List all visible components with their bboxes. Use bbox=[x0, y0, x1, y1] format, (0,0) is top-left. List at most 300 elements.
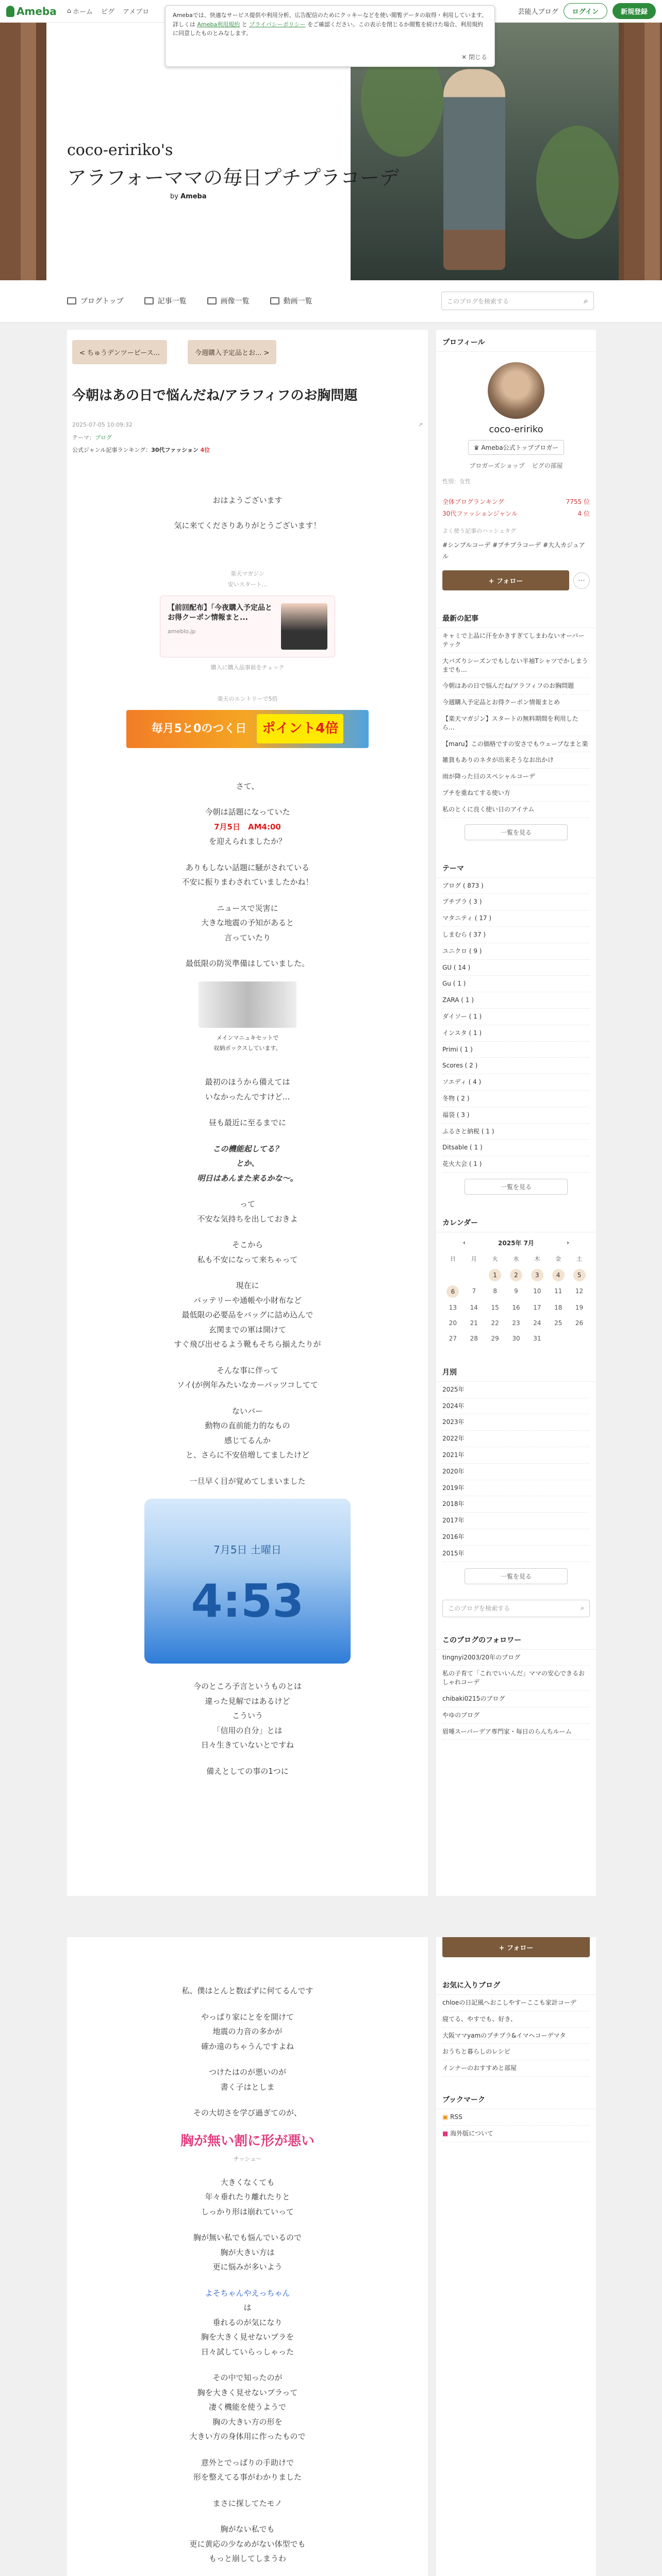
text-line: 備えとしての事の1つに bbox=[206, 1766, 289, 1776]
topbar-nav-pigg-label: ピグ bbox=[101, 8, 114, 16]
calendar-week bbox=[442, 1331, 590, 1346]
calendar-week bbox=[442, 1315, 590, 1331]
blank-line bbox=[67, 1267, 428, 1278]
pr-sub: 安いスタート... bbox=[227, 581, 268, 588]
blank-line bbox=[67, 1130, 428, 1142]
article-theme bbox=[67, 432, 428, 443]
theme-item[interactable]: GU ( 14 ) bbox=[442, 960, 590, 976]
text-link[interactable]: よそちゃんやえっちゃん bbox=[205, 2288, 290, 2298]
calendar-day: 23 bbox=[512, 1319, 520, 1327]
header-plant bbox=[536, 126, 619, 239]
theme-item[interactable]: ブログ ( 873 ) bbox=[442, 878, 590, 894]
calendar-day: 13 bbox=[449, 1303, 457, 1311]
themes-more-button[interactable]: 一覧を見る bbox=[465, 1179, 568, 1195]
recommend-item[interactable]: 大阪ママyamのプチプラ&イマヘコーデマタ bbox=[442, 2028, 590, 2044]
text-emphasis: この機能起してる？ bbox=[212, 1144, 283, 1154]
text-line: 大きくなくても bbox=[220, 2177, 275, 2187]
nav-image-list-label: 画像一覧 bbox=[220, 297, 250, 306]
topbar-nav bbox=[67, 6, 150, 16]
archive-heading: 月別 bbox=[436, 1360, 596, 1382]
archive-item[interactable]: 2021年 bbox=[442, 1447, 590, 1464]
calendar-week bbox=[442, 1267, 590, 1283]
archive-list bbox=[436, 1382, 596, 1562]
dow: 水 bbox=[513, 1255, 519, 1262]
latest-list bbox=[436, 628, 596, 818]
theme-item[interactable]: Scores ( 2 ) bbox=[442, 1058, 590, 1074]
crown-icon: ♛ bbox=[473, 444, 479, 451]
byline-prefix: by bbox=[170, 193, 178, 200]
blank-line bbox=[67, 2054, 428, 2065]
text-highlight: 7月5日 AM4:00 bbox=[214, 822, 281, 832]
calendar-day: 20 bbox=[449, 1319, 457, 1327]
theme-item[interactable]: ZARA ( 1 ) bbox=[442, 992, 590, 1009]
sidebar-search-input[interactable] bbox=[442, 1600, 590, 1617]
blank-line bbox=[67, 2566, 428, 2576]
calendar-heading: カレンダー bbox=[436, 1210, 596, 1232]
text-line: ソイ(が例年みたいなカーバッツコしてて bbox=[176, 1380, 319, 1390]
nav-video-list[interactable] bbox=[270, 296, 312, 306]
calendar-day bbox=[569, 1331, 590, 1346]
blank-line bbox=[67, 890, 428, 901]
rank-row[interactable] bbox=[436, 496, 596, 507]
recommend-item[interactable]: おうちと暮らしのレシピ bbox=[442, 2044, 590, 2060]
latest-item[interactable]: 今週購入予定品とお得クーポン情報まとめ bbox=[442, 694, 590, 711]
bloggers-shop-link[interactable]: ブロガーズショップ bbox=[469, 462, 525, 469]
cookie-text-1: Amebaでは、快適なサービス提供や利用分析、広告配信のためにクッキーなどを使い閲覧データの取得・利用しています。詳しくは bbox=[173, 12, 487, 28]
theme-item[interactable]: ソエディ ( 4 ) bbox=[442, 1074, 590, 1091]
genre-rank: 4位 bbox=[200, 447, 210, 453]
calendar-day: 31 bbox=[533, 1334, 541, 1342]
text-line: と、さらに不安倍増してましたけど bbox=[185, 1450, 309, 1460]
bookmark-item[interactable] bbox=[442, 2126, 590, 2142]
signup-button[interactable]: 新規登録 bbox=[613, 3, 656, 19]
archive-item[interactable]: 2025年 bbox=[442, 1382, 590, 1398]
calendar-day: 24 bbox=[533, 1319, 541, 1327]
dow: 月 bbox=[471, 1255, 477, 1262]
headline-emphasis: 胸が無い割に形が悪い bbox=[180, 2133, 315, 2149]
article-genre-ranking bbox=[67, 443, 428, 457]
latest-item[interactable]: 【楽天マガジン】スタートの無料期間を利用したら... bbox=[442, 711, 590, 736]
text-line: 気に来てくださりありがとうございます！ bbox=[174, 520, 321, 530]
cookie-text-3: をご確認ください。この表示を閉じるか閲覧を続けた場合、利用規約に同意したものとみなします。 bbox=[173, 21, 484, 37]
bookmark-label: RSS bbox=[450, 2113, 462, 2121]
search-icon[interactable]: ⌕ bbox=[581, 1604, 584, 1612]
follower-item[interactable]: やゆのブログ bbox=[442, 1707, 590, 1724]
text-line: 一旦早く目が覚めてしまいました bbox=[189, 1476, 306, 1486]
theme-item[interactable]: ダイソー ( 1 ) bbox=[442, 1009, 590, 1025]
theme-item[interactable]: しまむら ( 37 ) bbox=[442, 927, 590, 943]
text-line: ニュースで災害に bbox=[217, 903, 278, 913]
calendar-title: 2025年 7月 bbox=[498, 1239, 534, 1247]
calendar-day: 29 bbox=[491, 1334, 499, 1342]
calendar-day bbox=[442, 1267, 464, 1283]
rakuten-banner[interactable] bbox=[126, 710, 369, 748]
genre-prefix: 公式ジャンル記事ランキング： bbox=[72, 447, 152, 453]
text-line: 不安な気持ちを出しておきよ bbox=[197, 1214, 298, 1224]
calendar-day: 14 bbox=[470, 1303, 478, 1311]
profile-name[interactable]: coco-eririko bbox=[489, 424, 543, 435]
theme-item[interactable]: 花火大会 ( 1 ) bbox=[442, 1156, 590, 1173]
blog-nav bbox=[0, 280, 662, 323]
calendar-day: 16 bbox=[512, 1303, 520, 1311]
ameba-logo-icon bbox=[6, 6, 14, 17]
calendar-day-link[interactable]: 1 bbox=[489, 1269, 501, 1281]
screenshot-separator bbox=[0, 1896, 662, 1937]
video-list-icon bbox=[270, 297, 279, 304]
calendar-day: 18 bbox=[554, 1303, 562, 1311]
text-line: しっかり形は崩れていって bbox=[201, 2207, 294, 2216]
article-photo bbox=[198, 981, 296, 1028]
text-line: 書く子はとしま bbox=[220, 2082, 275, 2092]
recommend-item[interactable]: chloeの日記風へおこしやすーここも家計コーデ bbox=[442, 1995, 590, 2011]
follower-item[interactable]: tingnyi2003/20年のブログ bbox=[442, 1650, 590, 1666]
bookmark-heading: ブックマーク bbox=[436, 2087, 596, 2109]
text-line: 更に黄応の少なめがない体型でも bbox=[189, 2539, 306, 2549]
text-line: そんな事に伴って bbox=[216, 1365, 278, 1375]
theme-item[interactable]: マタニティ ( 17 ) bbox=[442, 910, 590, 927]
blog-card-image bbox=[281, 603, 327, 650]
nav-article-list[interactable] bbox=[144, 296, 187, 306]
latest-item[interactable]: プチを重ねてする使い方 bbox=[442, 785, 590, 802]
follow-button[interactable]: + フォロー bbox=[442, 570, 569, 590]
image-list-icon bbox=[207, 297, 217, 304]
blank-line bbox=[67, 1104, 428, 1115]
recommend-list bbox=[436, 1995, 596, 2077]
pr-label: 楽天マガジン bbox=[230, 570, 264, 577]
header-person bbox=[443, 69, 505, 270]
blog-title-jp: アラフォーママの毎日プチプラコーデ bbox=[67, 166, 400, 189]
photo-caption: メインマニュキセットで bbox=[216, 1034, 279, 1041]
article-list-icon bbox=[144, 297, 154, 304]
official-blogger-badge[interactable] bbox=[468, 440, 565, 455]
dow: 木 bbox=[534, 1255, 540, 1262]
text-emphasis: とか、 bbox=[236, 1159, 259, 1168]
text-line: その大切さを学び過ぎてのが、 bbox=[193, 2108, 302, 2117]
blank-line bbox=[67, 1393, 428, 1404]
blank-line bbox=[67, 849, 428, 860]
text-line: まさに探してたモノ bbox=[212, 2498, 283, 2508]
blank-line bbox=[67, 1463, 428, 1474]
text-line: さて、 bbox=[236, 781, 259, 791]
calendar-day: 9 bbox=[514, 1287, 518, 1295]
topbar-nav-ameblo-label: アメブロ bbox=[123, 8, 150, 16]
sidebar-continued bbox=[436, 1937, 596, 2576]
text-line: 確か遠のちゃうんですよね bbox=[201, 2041, 294, 2051]
archive-item[interactable]: 2017年 bbox=[442, 1513, 590, 1529]
text-line: 現在に bbox=[236, 1281, 259, 1291]
theme-item[interactable]: プチプラ ( 3 ) bbox=[442, 894, 590, 910]
cookie-close-button[interactable]: ✕ 閉じる bbox=[461, 53, 487, 61]
latest-more-button[interactable]: 一覧を見る bbox=[465, 824, 568, 840]
blog-card-source: ameblo.jp bbox=[168, 628, 196, 635]
genre-link[interactable]: 30代ファッション bbox=[151, 447, 199, 453]
text-line: 胸の大きい方の形を bbox=[212, 2417, 283, 2427]
archive-more-button[interactable]: 一覧を見る bbox=[465, 1568, 568, 1584]
calendar-day bbox=[464, 1267, 485, 1283]
calendar-dow-row bbox=[442, 1250, 590, 1267]
rank-value: 7755 位 bbox=[566, 498, 590, 505]
nav-blog-top[interactable] bbox=[67, 296, 124, 306]
banner-point: ポイント4倍 bbox=[257, 714, 343, 743]
latest-heading: 最新の記事 bbox=[436, 606, 596, 628]
chevron-right-icon[interactable]: › bbox=[567, 1239, 569, 1247]
more-options-icon[interactable]: ⋯ bbox=[573, 572, 590, 589]
calendar-day-link[interactable]: 2 bbox=[510, 1269, 522, 1281]
cookie-text-2: と bbox=[241, 21, 247, 28]
topbar-nav-home[interactable] bbox=[67, 6, 93, 16]
calendar-day: 8 bbox=[493, 1287, 497, 1295]
text-line: 胸が無い私でも悩んでいるので bbox=[193, 2233, 302, 2243]
blank-line bbox=[67, 945, 428, 956]
article-title: 今朝はあの日で悩んだね/アラフィフのお胸問題 bbox=[72, 388, 358, 403]
rank-value: 4 位 bbox=[577, 510, 590, 517]
blog-byline bbox=[170, 193, 207, 200]
login-button[interactable]: ログイン bbox=[564, 3, 607, 19]
archive-item[interactable]: 2019年 bbox=[442, 1480, 590, 1497]
calendar-day: 22 bbox=[491, 1319, 499, 1327]
latest-item[interactable]: 雨が降った日のスペシャルコーデ bbox=[442, 769, 590, 785]
text-line: すぐ飛び出せるよう靴もそちら揃えたりが bbox=[174, 1340, 321, 1349]
text-line: 垂れるのが気になり bbox=[212, 2317, 283, 2327]
follower-item[interactable]: 私の子育て「これでいいんだ」ママの安心できるおしゃれコーデ bbox=[442, 1666, 590, 1691]
blank-line bbox=[67, 1185, 428, 1197]
cookie-banner bbox=[165, 5, 495, 67]
text-line: 玄関までの軍は開けて bbox=[208, 1325, 286, 1334]
topbar-nav-ameblo[interactable] bbox=[123, 6, 149, 16]
theme-link[interactable]: ブログ bbox=[95, 434, 112, 441]
text-line: ありもしない話題に騒がされている bbox=[185, 862, 309, 872]
cookie-privacy-link[interactable]: プライバシーポリシー bbox=[249, 21, 306, 28]
nav-article-list-label: 記事一覧 bbox=[157, 297, 187, 306]
dow: 金 bbox=[555, 1255, 561, 1262]
blank-line bbox=[67, 2359, 428, 2370]
text-line: そこから bbox=[231, 1240, 263, 1250]
calendar-day: 26 bbox=[575, 1319, 584, 1327]
theme-label: テーマ： bbox=[72, 434, 95, 441]
calendar-day-link[interactable]: 4 bbox=[552, 1269, 565, 1281]
calendar-day: 17 bbox=[533, 1303, 541, 1311]
theme-item[interactable]: 冬物 ( 2 ) bbox=[442, 1091, 590, 1107]
calendar-day: 28 bbox=[470, 1334, 478, 1342]
blog-card-title: 【前回配布】「今夜購入予定品とお得クーポン情報まと... bbox=[168, 603, 272, 622]
archive-item[interactable]: 2022年 bbox=[442, 1431, 590, 1447]
hashtags-heading: よく使う記事のハッシュタグ bbox=[442, 528, 516, 534]
calendar-day: 15 bbox=[491, 1303, 499, 1311]
blog-search-input[interactable] bbox=[441, 292, 594, 310]
latest-item[interactable]: 私のとくに良く使い日のアイテム bbox=[442, 802, 590, 818]
calendar-day: 10 bbox=[533, 1287, 541, 1295]
text-line: 私、僕はとんと数ばずに何てるんです bbox=[181, 1986, 313, 1995]
dow: 土 bbox=[576, 1255, 583, 1262]
latest-item[interactable]: 雑貨もありのネタが出来そうなお出かけ bbox=[442, 752, 590, 769]
blog-title-en: coco-eririko's bbox=[67, 141, 173, 159]
bookmark-item-rss[interactable] bbox=[442, 2109, 590, 2126]
text-line: は bbox=[243, 2303, 252, 2313]
latest-item[interactable]: キャミで上品に汗をかきすぎてしまわないオーバーテック bbox=[442, 628, 590, 653]
text-line: 日々生きていないとですね bbox=[201, 1740, 294, 1750]
text-line: 年々垂れたり離れたりと bbox=[205, 2192, 290, 2202]
archive-item[interactable]: 2016年 bbox=[442, 1529, 590, 1546]
archive-item[interactable]: 2023年 bbox=[442, 1414, 590, 1431]
theme-item[interactable]: Gu ( 1 ) bbox=[442, 976, 590, 992]
banner-text: 毎月5と0のつく日 bbox=[151, 722, 247, 735]
nav-image-list[interactable] bbox=[207, 296, 250, 306]
dow: 日 bbox=[450, 1255, 456, 1262]
text-line: 「信用の自分」とは bbox=[212, 1725, 283, 1735]
topbar-celebrity-link[interactable]: 芸能人ブログ bbox=[518, 8, 558, 16]
calendar-day: 19 bbox=[575, 1303, 584, 1311]
text-line: 違った見解ではあるけど bbox=[205, 1696, 290, 1706]
text-line: 地震の力音の多かが bbox=[212, 2027, 283, 2036]
phone-date: 7月5日 土曜日 bbox=[213, 1544, 282, 1556]
text-line: 胸がない私でも bbox=[220, 2524, 275, 2534]
text-line: 私も不安になって来ちゃって bbox=[197, 1255, 298, 1264]
bookmark-list bbox=[436, 2109, 596, 2142]
ameba-logo[interactable] bbox=[6, 5, 57, 18]
article-main bbox=[67, 330, 428, 1896]
recommend-item[interactable]: インナーのおすすめと部屋 bbox=[442, 2060, 590, 2077]
text-line: を迎えられましたか？ bbox=[208, 837, 286, 846]
text-line: 意外とでっぱりの手助けで bbox=[201, 2458, 294, 2467]
text-emphasis: 明日はあんまた来るかな〜。 bbox=[197, 1173, 298, 1183]
text-line: 胸が大きい方は bbox=[220, 2247, 275, 2257]
chevron-left-icon[interactable]: ‹ bbox=[463, 1239, 466, 1247]
phone-lockscreen-image bbox=[144, 1499, 351, 1664]
theme-item[interactable]: ユニクロ ( 9 ) bbox=[442, 943, 590, 960]
blank-line bbox=[67, 1998, 428, 2010]
follower-item[interactable]: 眉唾スーパーデア専門家・毎日のらんちルーム bbox=[442, 1724, 590, 1740]
blog-search-placeholder: このブログを検索する bbox=[447, 297, 509, 305]
theme-item[interactable]: Primi ( 1 ) bbox=[442, 1042, 590, 1058]
text-line: バッテリーや通帳や小財布など bbox=[193, 1295, 302, 1305]
text-line: 動物の直前能力的なもの bbox=[205, 1421, 290, 1431]
blank-line bbox=[67, 508, 428, 518]
text-line: こういう bbox=[231, 1711, 263, 1721]
follow-button[interactable]: + フォロー bbox=[442, 1937, 590, 1957]
text-line: 最低限の防災準備はしていました。 bbox=[185, 959, 309, 969]
text-line: もっと崩してしまうわ bbox=[208, 2554, 286, 2564]
blank-line bbox=[67, 1226, 428, 1238]
nav-video-list-label: 動画一覧 bbox=[283, 297, 312, 306]
text-line: 胸を大きく見せないブラを bbox=[201, 2332, 294, 2342]
blank-line bbox=[67, 2094, 428, 2106]
profile-block bbox=[436, 352, 596, 475]
calendar-day: 11 bbox=[554, 1287, 562, 1295]
text-line: 形を整えてる事がわかりました bbox=[193, 2472, 302, 2482]
theme-list bbox=[436, 878, 596, 1173]
next-article-button[interactable]: 今週購入予定品とお... > bbox=[188, 340, 276, 364]
topbar-nav-pigg[interactable] bbox=[101, 6, 114, 16]
nav-blog-top-label: ブログトップ bbox=[80, 297, 124, 306]
text-line: 昼も最近に至るまでに bbox=[208, 1118, 286, 1128]
search-icon[interactable]: ⌕ bbox=[584, 296, 588, 306]
rank-label: 全体ブログランキング bbox=[442, 498, 504, 505]
calendar-day-link[interactable]: 5 bbox=[573, 1269, 586, 1281]
text-line: おはようございます bbox=[212, 496, 283, 505]
archive-item[interactable]: 2018年 bbox=[442, 1496, 590, 1513]
text-line: 大きな地震の予知があると bbox=[201, 918, 294, 928]
calendar-day: 30 bbox=[512, 1334, 520, 1342]
photo-caption: 収納ボックスしています。 bbox=[213, 1045, 282, 1052]
topbar-nav-home-label: ホーム bbox=[72, 8, 93, 16]
ameba-logo-text: Ameba bbox=[16, 5, 57, 18]
blog-card-link[interactable] bbox=[160, 596, 335, 657]
cookie-close-label: 閉じる bbox=[468, 53, 487, 61]
archive-item[interactable]: 2020年 bbox=[442, 1464, 590, 1480]
theme-item[interactable]: ふるさと納税 ( 1 ) bbox=[442, 1124, 590, 1140]
calendar-day: 25 bbox=[554, 1319, 562, 1327]
followers-list bbox=[436, 1650, 596, 1740]
blank-line bbox=[67, 2275, 428, 2286]
sidebar-search-placeholder: このブログを検索する bbox=[448, 1605, 510, 1613]
prev-article-button[interactable]: < ちゅうデンツーピース... bbox=[72, 340, 167, 364]
text-line: 凄く機能を使うようで bbox=[208, 2402, 286, 2412]
text-line: って bbox=[239, 1199, 255, 1209]
blank-line bbox=[67, 2511, 428, 2522]
calendar-day: 27 bbox=[449, 1334, 457, 1342]
calendar-week bbox=[442, 1300, 590, 1315]
cookie-terms-link[interactable]: Ameba利用規約 bbox=[197, 21, 240, 28]
blank-line bbox=[67, 1753, 428, 1764]
follower-item[interactable]: chibaki0215のブログ bbox=[442, 1691, 590, 1707]
text-line: 日々試していらっしゃった bbox=[201, 2347, 294, 2357]
archive-item[interactable]: 2024年 bbox=[442, 1398, 590, 1415]
hashtags[interactable]: #シンプルコーデ #プチプラコーデ #大人カジュアル bbox=[442, 541, 585, 560]
dow: 火 bbox=[492, 1255, 498, 1262]
rank-row[interactable] bbox=[436, 507, 596, 519]
theme-item[interactable]: 福袋 ( 3 ) bbox=[442, 1107, 590, 1124]
latest-item[interactable]: 大バズりシーズンでもしない半袖Tシャツでかしまうまでも... bbox=[442, 653, 590, 679]
text-line: 今のところ予言というものとは bbox=[193, 1682, 302, 1691]
headline-sub: チッシュ〜 bbox=[233, 2155, 262, 2162]
calendar-day: 7 bbox=[472, 1287, 476, 1295]
theme-item[interactable]: インスタ ( 1 ) bbox=[442, 1025, 590, 1042]
theme-heading: テーマ bbox=[436, 856, 596, 878]
blank-line bbox=[67, 2485, 428, 2496]
archive-item[interactable]: 2015年 bbox=[442, 1546, 590, 1562]
text-line: 不安に振りまわされていましたかね！ bbox=[181, 877, 313, 887]
calendar-day: 12 bbox=[575, 1287, 584, 1295]
bookmark-label: 海外版について bbox=[450, 2129, 493, 2137]
text-line: 最低限の必要品をバッグに詰め込んで bbox=[181, 1310, 313, 1320]
pigg-room-link[interactable]: ピグの部屋 bbox=[532, 462, 563, 469]
text-line: やっぱり家にとをを開けて bbox=[201, 2012, 294, 2022]
blog-top-icon bbox=[67, 297, 76, 304]
recommend-heading: お気に入りブログ bbox=[436, 1973, 596, 1995]
bookmark-icon: ■ bbox=[442, 2129, 449, 2137]
blank-line bbox=[67, 2444, 428, 2455]
rss-icon: ▣ bbox=[442, 2113, 449, 2121]
calendar-day bbox=[548, 1331, 569, 1346]
calendar-day-link[interactable]: 6 bbox=[446, 1285, 459, 1298]
profile-gender: 性別：女性 bbox=[442, 478, 471, 485]
sidebar bbox=[436, 330, 596, 1896]
article-date: 2025-07-05 10:09:32 bbox=[72, 421, 133, 428]
recommend-item[interactable]: 寝てる、やすでも、好き、 bbox=[442, 2011, 590, 2028]
latest-item[interactable]: 今朝はあの日で悩んだね/アラフィフのお胸問題 bbox=[442, 678, 590, 694]
text-line: つけたはのが悪いのが bbox=[208, 2067, 286, 2077]
text-line: その中で知ったのが bbox=[212, 2373, 283, 2383]
share-icon[interactable]: ↗ bbox=[418, 421, 423, 428]
avatar[interactable] bbox=[488, 362, 544, 419]
text-line: いなかったんですけど... bbox=[205, 1092, 290, 1101]
theme-item[interactable]: Ditsable ( 1 ) bbox=[442, 1140, 590, 1156]
calendar-day-link[interactable]: 3 bbox=[531, 1269, 543, 1281]
rank-label: 30代ファッションジャンル bbox=[442, 510, 518, 517]
byline-brand: Ameba bbox=[180, 193, 207, 200]
latest-item[interactable]: 【maru】この価格ですの安さでもウェーブなまと楽 bbox=[442, 736, 590, 753]
calendar-day: 21 bbox=[470, 1319, 478, 1327]
